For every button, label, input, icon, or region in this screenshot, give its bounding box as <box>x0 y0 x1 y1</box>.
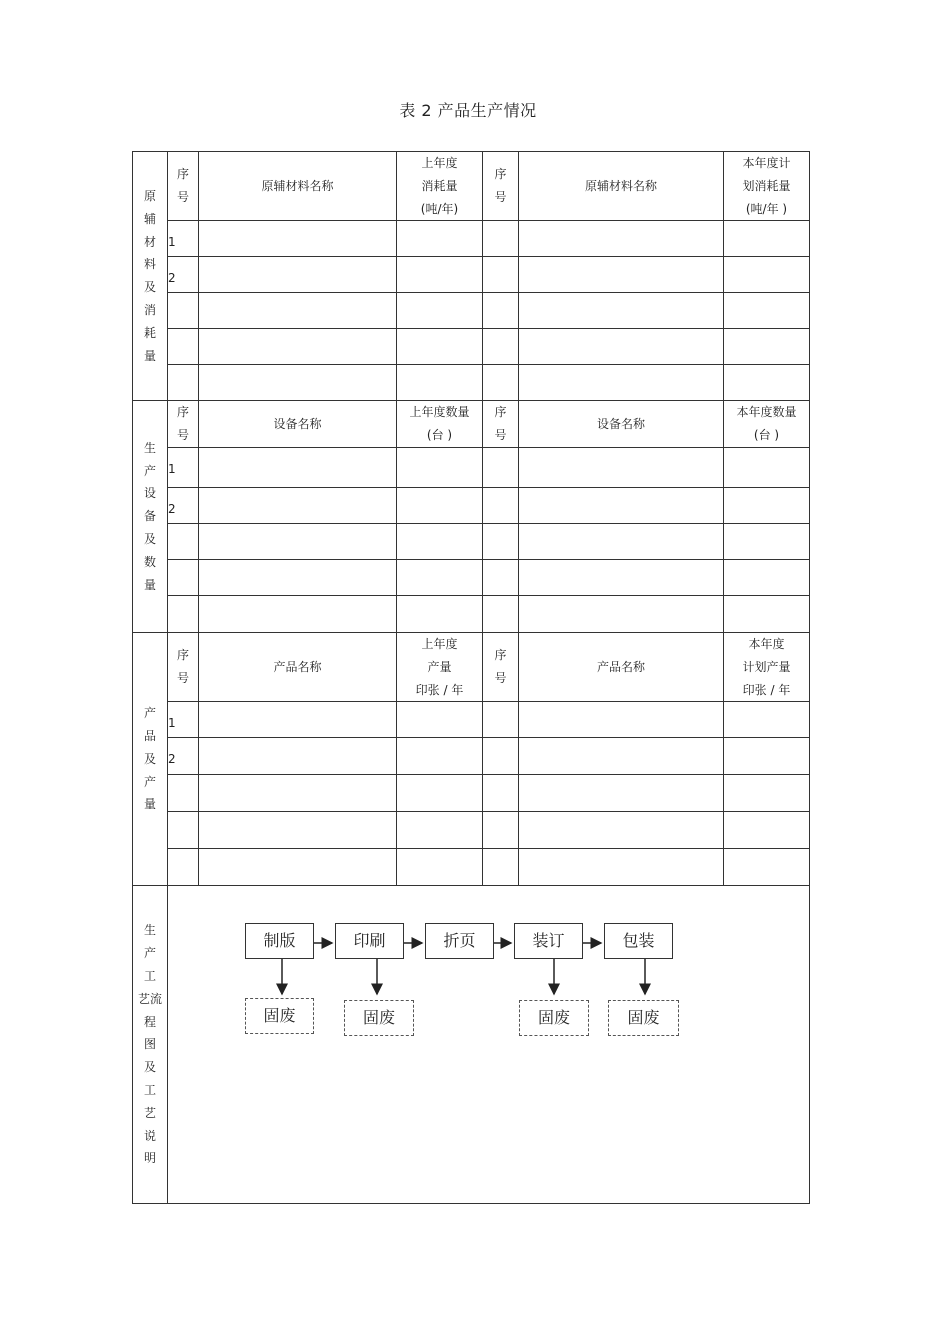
equipment-section-label: 生 产 设 备 及 数 量 <box>133 401 168 633</box>
table-cell <box>519 775 724 812</box>
table-cell <box>483 738 519 775</box>
row-number <box>168 293 199 329</box>
equipment-name-header: 设备名称 <box>519 401 724 448</box>
row-number: 2 <box>168 257 199 293</box>
table-cell <box>724 523 810 559</box>
seq-header: 序 号 <box>168 632 199 701</box>
materials-header-row <box>133 152 810 221</box>
seq-header: 序 号 <box>168 152 199 221</box>
equipment-name-header: 设备名称 <box>199 401 397 448</box>
table-cell <box>397 487 483 523</box>
row-number <box>168 812 199 849</box>
table-cell <box>483 702 519 738</box>
table-cell <box>724 559 810 595</box>
table-row <box>133 595 810 632</box>
solid-waste-box: 固废 <box>519 1000 589 1036</box>
seq-header: 序 号 <box>483 401 519 448</box>
table-row <box>133 293 810 329</box>
table-cell <box>199 849 397 886</box>
table-cell <box>397 257 483 293</box>
seq-header: 序 号 <box>483 152 519 221</box>
table-cell <box>199 812 397 849</box>
table-row <box>133 221 810 257</box>
table-cell <box>519 849 724 886</box>
table-cell <box>397 365 483 401</box>
table-cell <box>199 775 397 812</box>
table-cell <box>724 487 810 523</box>
last-year-consumption-header: 上年度 消耗量 (吨/年) <box>397 152 483 221</box>
solid-waste-box: 固废 <box>344 1000 414 1036</box>
process-flow-diagram <box>168 886 810 1204</box>
table-cell <box>519 221 724 257</box>
step-binding: 装订 <box>514 923 583 959</box>
table-cell <box>724 329 810 365</box>
table-row <box>133 812 810 849</box>
table-cell <box>519 595 724 632</box>
table-cell <box>483 293 519 329</box>
table-cell <box>199 447 397 487</box>
planned-consumption-header: 本年度计 划消耗量 (吨/年 ) <box>724 152 810 221</box>
table-cell <box>519 447 724 487</box>
table-cell <box>483 329 519 365</box>
table-row <box>133 487 810 523</box>
products-section-label: 产 品 及 产 量 <box>133 632 168 885</box>
table-cell <box>724 447 810 487</box>
table-cell <box>397 595 483 632</box>
table-cell <box>397 849 483 886</box>
step-packaging: 包装 <box>604 923 673 959</box>
table-cell <box>397 447 483 487</box>
product-name-header: 产品名称 <box>199 632 397 701</box>
table-cell <box>519 559 724 595</box>
table-cell <box>483 487 519 523</box>
table-cell <box>724 775 810 812</box>
table-cell <box>199 293 397 329</box>
row-number <box>168 559 199 595</box>
table-cell <box>724 221 810 257</box>
last-year-output-header: 上年度 产量 印张 / 年 <box>397 632 483 701</box>
table-cell <box>483 812 519 849</box>
row-number: 2 <box>168 487 199 523</box>
table-cell <box>724 365 810 401</box>
table-cell <box>483 365 519 401</box>
table-cell <box>199 365 397 401</box>
planned-output-header: 本年度 计划产量 印张 / 年 <box>724 632 810 701</box>
table-cell <box>397 523 483 559</box>
table-cell <box>199 329 397 365</box>
equipment-header-row <box>133 401 810 448</box>
table-cell <box>724 849 810 886</box>
row-number <box>168 775 199 812</box>
table-cell <box>483 221 519 257</box>
this-year-quantity-header: 本年度数量 (台 ) <box>724 401 810 448</box>
table-cell <box>397 293 483 329</box>
process-row <box>133 886 810 1204</box>
table-cell <box>483 257 519 293</box>
table-cell <box>724 738 810 775</box>
table-row <box>133 329 810 365</box>
step-folding: 折页 <box>425 923 494 959</box>
row-number <box>168 329 199 365</box>
step-plate-making: 制版 <box>245 923 314 959</box>
table-cell <box>199 595 397 632</box>
row-number <box>168 365 199 401</box>
solid-waste-box: 固废 <box>245 998 314 1034</box>
table-cell <box>724 595 810 632</box>
seq-header: 序 号 <box>168 401 199 448</box>
table-row <box>133 702 810 738</box>
table-cell <box>199 221 397 257</box>
table-cell <box>483 447 519 487</box>
table-cell <box>724 257 810 293</box>
solid-waste-box: 固废 <box>608 1000 679 1036</box>
row-number <box>168 595 199 632</box>
table-cell <box>199 559 397 595</box>
table-cell <box>519 293 724 329</box>
table-cell <box>519 329 724 365</box>
table-cell <box>397 329 483 365</box>
material-name-header: 原辅材料名称 <box>519 152 724 221</box>
table-cell <box>483 775 519 812</box>
table-cell <box>483 559 519 595</box>
table-cell <box>519 257 724 293</box>
row-number: 1 <box>168 447 199 487</box>
step-printing: 印刷 <box>335 923 404 959</box>
table-cell <box>397 702 483 738</box>
table-row <box>133 365 810 401</box>
table-row <box>133 257 810 293</box>
table-cell <box>724 702 810 738</box>
materials-section-label: 原 辅 材 料 及 消 耗 量 <box>133 152 168 401</box>
table-cell <box>199 523 397 559</box>
table-cell <box>519 812 724 849</box>
table-cell <box>483 849 519 886</box>
row-number <box>168 849 199 886</box>
row-number: 1 <box>168 221 199 257</box>
table-cell <box>397 738 483 775</box>
table-cell <box>519 702 724 738</box>
products-header-row <box>133 632 810 701</box>
seq-header: 序 号 <box>483 632 519 701</box>
table-row <box>133 523 810 559</box>
table-cell <box>519 738 724 775</box>
table-cell <box>199 702 397 738</box>
table-cell <box>397 775 483 812</box>
table-cell <box>199 738 397 775</box>
last-year-quantity-header: 上年度数量 (台 ) <box>397 401 483 448</box>
table-row <box>133 849 810 886</box>
table-cell <box>519 365 724 401</box>
table-cell <box>199 487 397 523</box>
table-cell <box>724 812 810 849</box>
page-title: 表 2 产品生产情况 <box>399 101 537 120</box>
table-row <box>133 738 810 775</box>
table-cell <box>483 595 519 632</box>
table-cell <box>724 293 810 329</box>
table-row <box>133 559 810 595</box>
table-cell <box>519 523 724 559</box>
table-row <box>133 775 810 812</box>
table-cell <box>483 523 519 559</box>
row-number: 2 <box>168 738 199 775</box>
row-number: 1 <box>168 702 199 738</box>
table-cell <box>397 559 483 595</box>
product-name-header: 产品名称 <box>519 632 724 701</box>
table-cell <box>397 812 483 849</box>
table-cell <box>519 487 724 523</box>
table-row <box>133 447 810 487</box>
table-cell <box>397 221 483 257</box>
process-section-label: 生 产 工 艺流 程 图 及 工 艺 说 明 <box>133 886 168 1204</box>
material-name-header: 原辅材料名称 <box>199 152 397 221</box>
table-cell <box>199 257 397 293</box>
row-number <box>168 523 199 559</box>
production-table <box>132 151 810 1204</box>
